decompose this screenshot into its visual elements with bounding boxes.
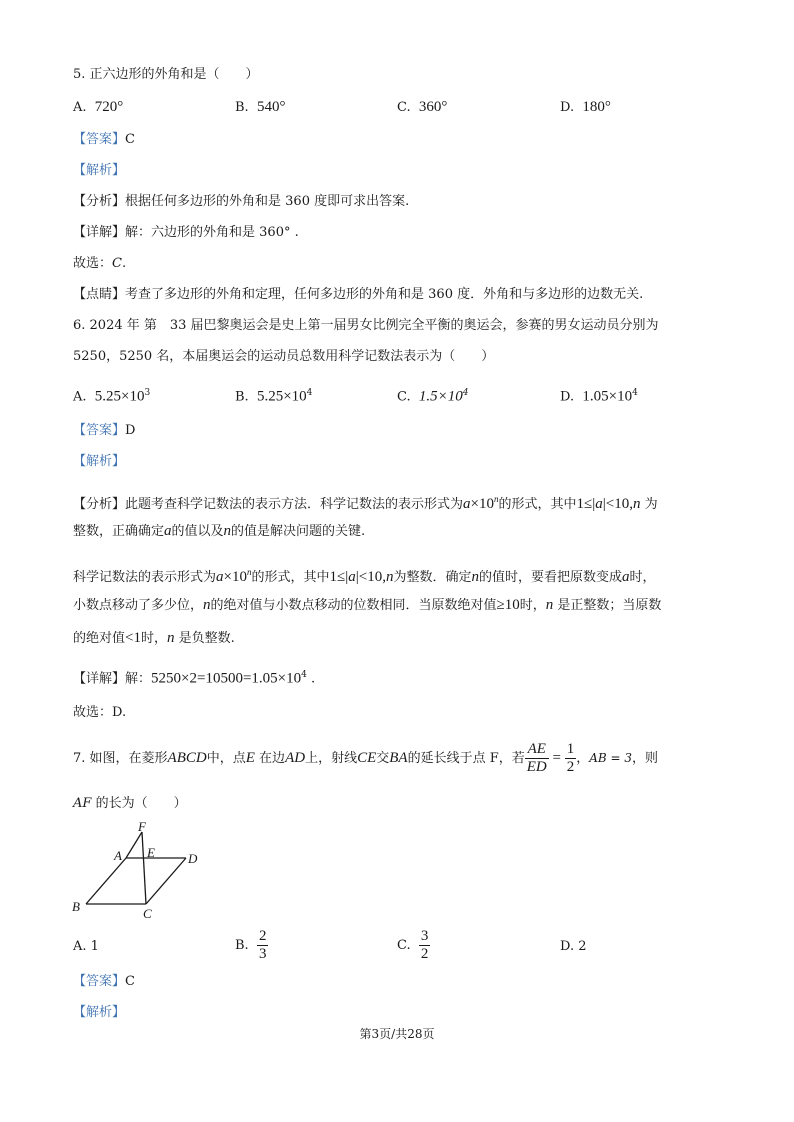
q5-answer: 【答案】C [73, 132, 135, 147]
rhombus-figure [66, 818, 216, 924]
q7-analysis-label: 【解析】 [73, 1005, 126, 1020]
q7-answer: 【答案】C [73, 974, 135, 989]
label-a: A [114, 848, 122, 863]
extension-ba [126, 832, 142, 858]
q7-option-a: A. 1 [73, 939, 99, 954]
label-c: C [143, 906, 152, 921]
q7-stem-line1: 7. 如图，在菱形ABCD中，点E 在边AD上，射线CE交BA的延长线于点 F，若 $\frac{AE}{ED}$ = $\frac{1}{2}$ ，AB = 3，则 [73, 741, 659, 775]
q6-stem-line2: 5250，5250 名，本届奥运会的运动员总数用科学记数法表示为（ ） [73, 349, 495, 364]
q6-choice: 故选：D. [73, 705, 127, 720]
q6-option-a: A. $5.25\times 10^3$ [73, 388, 151, 405]
q7-stem-line2: AF 的长为（ ） [73, 796, 187, 811]
label-f: F [138, 819, 146, 834]
q7-option-c: C. $\frac{3}{2}$ [397, 928, 429, 962]
q5-stem: 5. 正六边形的外角和是（ ） [73, 67, 259, 82]
label-d: D [188, 851, 198, 866]
q5-choice: 故选：C. [73, 256, 127, 271]
q7-ratio-fraction: $\frac{AE}{ED}$ [526, 741, 547, 775]
rhombus-shape [86, 832, 186, 904]
q6-answer: 【答案】D [73, 423, 136, 438]
page-footer: 第3页/共28页 [359, 1027, 435, 1041]
q6-para-line2: 小数点移动了多少位，n的绝对值与小数点移动的位数相同．当原数绝对值≥10时，n 是正整数；当原数 [73, 597, 662, 613]
q6-para-line3: 的绝对值<1时，n 是负整数. [73, 630, 235, 646]
q5-option-d: D. 180° [560, 99, 611, 115]
q6-analysis-label: 【解析】 [73, 454, 126, 469]
q7-half-fraction: $\frac{1}{2}$ [566, 741, 575, 775]
q5-option-c: C. 360° [397, 99, 448, 115]
q5-analysis-label: 【解析】 [73, 163, 126, 178]
q5-option-a: A. 720° [73, 99, 124, 115]
ray-ce [142, 832, 146, 904]
q6-xiangjie: 【详解】解：$5250\times 2=10500=1.05\times 10^4$ . [73, 670, 316, 687]
label-e: E [147, 845, 155, 860]
q6-fenxi-line2: 整数，正确确定a的值以及n的值是解决问题的关键. [73, 523, 366, 539]
q5-fenxi: 【分析】根据任何多边形的外角和是 360 度即可求出答案. [73, 194, 410, 209]
q6-stem-line1: 6. 2024 年 第 33 届巴黎奥运会是史上第一届男女比例完全平衡的奥运会，参赛的男女运动员分别为 [73, 318, 659, 333]
q6-option-c: C. $1.5\times 10^4$ [397, 388, 469, 405]
q7-option-d: D. 2 [560, 939, 587, 954]
q6-option-d: D. $1.05\times 10^4$ [560, 388, 638, 405]
label-b: B [72, 899, 80, 914]
q6-para-line1: 科学记数法的表示形式为$a\times 10^n$的形式，其中1≤|a|<10,n为整数．确定n的值时，要看把原数变成a时， [73, 567, 656, 585]
q6-option-b: B. $5.25\times 10^4$ [235, 388, 313, 405]
q5-dianjing: 【点睛】考查了多边形的外角和定理，任何多边形的外角和是 360 度．外角和与多边形的边数无关. [73, 287, 644, 302]
q7-option-b: B. $\frac{2}{3}$ [235, 928, 267, 962]
q6-fenxi-line1: 【分析】此题考查科学记数法的表示方法．科学记数法的表示形式为$a\times 10^n$的形式，其中1≤|a|<10,n 为 [73, 494, 658, 512]
q5-option-b: B. 540° [235, 99, 286, 115]
q5-xiangjie: 【详解】解：六边形的外角和是 360° . [73, 225, 299, 240]
